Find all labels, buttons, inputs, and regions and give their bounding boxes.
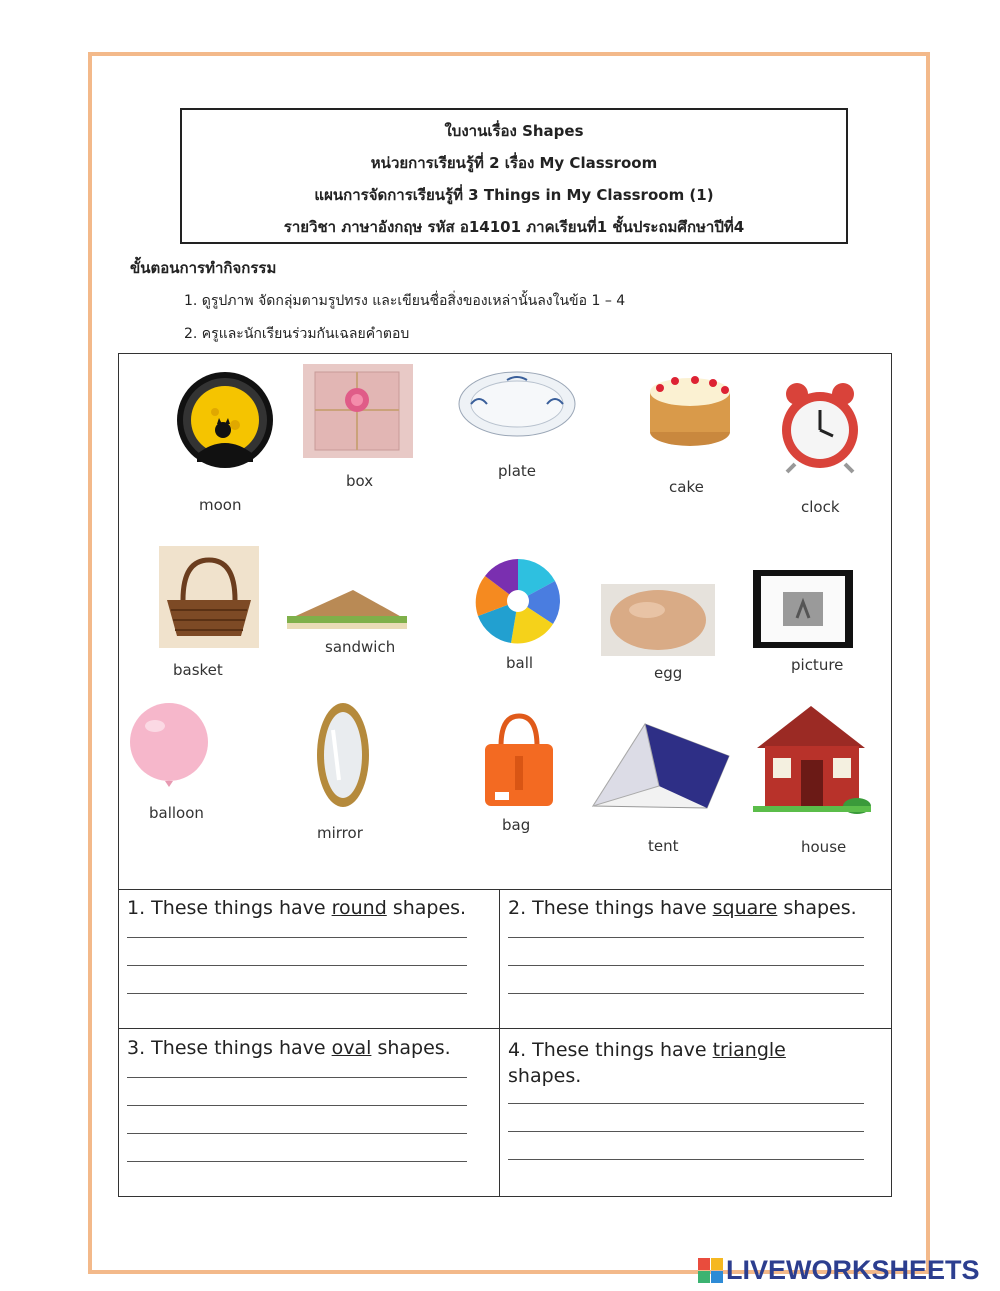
- answer-line[interactable]: [508, 993, 864, 994]
- label-picture: picture: [791, 656, 844, 674]
- basket-image: [159, 546, 259, 648]
- answer-line[interactable]: [127, 1161, 467, 1162]
- worksheet-header: [180, 108, 848, 244]
- label-balloon: balloon: [149, 804, 204, 822]
- sandwich-image: [283, 586, 411, 632]
- steps-title: ขั้นตอนการทำกิจกรรม: [130, 259, 277, 277]
- cake-image: [645, 370, 735, 450]
- answer-line[interactable]: [508, 965, 864, 966]
- brand-name: LIVEWORKSHEETS: [726, 1254, 980, 1285]
- answer-line[interactable]: [127, 937, 467, 938]
- logo-icon: [698, 1258, 723, 1283]
- egg-image: [601, 584, 715, 656]
- label-sandwich: sandwich: [325, 638, 396, 656]
- label-box: box: [346, 472, 374, 490]
- question-2: 2. These things have square shapes.: [508, 897, 857, 919]
- bag-image: [481, 712, 557, 808]
- shape-square: square: [712, 897, 778, 919]
- activity-table: [118, 353, 892, 1197]
- answer-line[interactable]: [127, 1105, 467, 1106]
- question-2-cell: [500, 889, 891, 1029]
- label-plate: plate: [498, 462, 536, 480]
- answer-line[interactable]: [127, 993, 467, 994]
- label-clock: clock: [801, 498, 840, 516]
- balloon-image: [127, 702, 211, 788]
- mirror-image: [315, 700, 371, 810]
- plate-image: [457, 370, 577, 438]
- picture-image: [753, 570, 853, 648]
- label-basket: basket: [173, 661, 223, 679]
- answer-line[interactable]: [127, 1077, 467, 1078]
- box-image: [303, 364, 413, 458]
- shape-triangle: triangle: [712, 1039, 786, 1061]
- tent-image: [589, 716, 735, 816]
- shape-oval: oval: [331, 1037, 372, 1059]
- ball-image: [475, 558, 561, 644]
- house-image: [753, 702, 871, 816]
- step-1: 1. ดูรูปภาพ จัดกลุ่มตามรูปทรง และเขียนชื่อสิ่งของเหล่านั้นลงในข้อ 1 – 4: [184, 293, 626, 309]
- answer-line[interactable]: [508, 937, 864, 938]
- header-unit: หน่วยการเรียนรู้ที่ 2 เรื่อง My Classroom: [370, 154, 658, 172]
- label-house: house: [801, 838, 847, 856]
- question-3: 3. These things have oval shapes.: [127, 1037, 451, 1059]
- moon-image: [175, 370, 275, 470]
- question-1: 1. These things have round shapes.: [127, 897, 467, 919]
- answer-line[interactable]: [127, 1133, 467, 1134]
- question-4-cell: [500, 1029, 891, 1196]
- answer-line[interactable]: [127, 965, 467, 966]
- label-egg: egg: [654, 664, 683, 682]
- answer-line[interactable]: [508, 1131, 864, 1132]
- question-1-cell: [119, 889, 500, 1029]
- header-title: ใบงานเรื่อง Shapes: [444, 122, 584, 140]
- liveworksheets-logo: [698, 1255, 980, 1285]
- label-tent: tent: [648, 837, 679, 855]
- label-ball: ball: [506, 654, 534, 672]
- shape-round: round: [331, 897, 387, 919]
- clock-image: [775, 380, 865, 474]
- header-plan: แผนการจัดการเรียนรู้ที่ 3 Things in My Classroom (1): [314, 186, 714, 204]
- question-4: 4. These things have triangle shapes.: [508, 1039, 786, 1087]
- step-2: 2. ครูและนักเรียนร่วมกันเฉลยคำตอบ: [184, 326, 410, 342]
- label-cake: cake: [669, 478, 704, 496]
- answer-line[interactable]: [508, 1159, 864, 1160]
- label-moon: moon: [199, 496, 242, 514]
- label-bag: bag: [502, 816, 531, 834]
- answer-line[interactable]: [508, 1103, 864, 1104]
- question-3-cell: [119, 1029, 500, 1196]
- header-subject: รายวิชา ภาษาอังกฤษ รหัส อ14101 ภาคเรียนที่1 ชั้นประถมศึกษาปีที่4: [283, 218, 745, 236]
- pictures-area: [119, 354, 891, 890]
- label-mirror: mirror: [317, 824, 363, 842]
